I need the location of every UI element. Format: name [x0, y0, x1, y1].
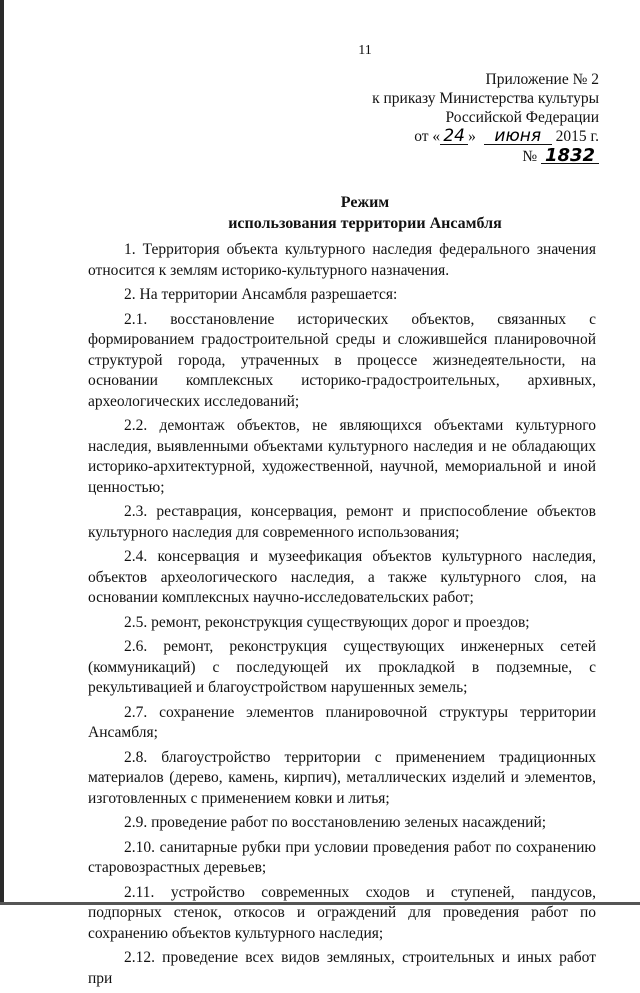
title-line-2: использования территории Ансамбля — [228, 215, 502, 232]
paragraph: 2.4. консервация и музеефикация объектов культурного наследия, объектов археологического наследия, а также культурного слоя, на основании комплексных научно-исследовательских работ; — [88, 548, 596, 606]
date-mid: » — [468, 128, 476, 145]
document-title — [0, 192, 640, 234]
handwritten-month: июня — [484, 127, 552, 146]
paragraph: 2.12. проведение всех видов земляных, строительных и иных работ при — [88, 949, 596, 987]
title-line-1: Режим — [340, 194, 390, 211]
appendix-number-row — [372, 146, 599, 166]
paragraph: 1. Территория объекта культурного наследия федерального значения относится к землям историко-культурного назначения. — [88, 241, 596, 279]
paragraph: 2.5. ремонт, реконструкция существующих дорог и проездов; — [124, 613, 530, 631]
paragraph: 2.10. санитарные рубки при условии проведения работ по сохранению старовозрастных деревьев; — [88, 838, 596, 876]
page-number: 11 — [358, 43, 372, 58]
date-prefix: от « — [414, 128, 441, 145]
appendix-date-row — [372, 127, 599, 146]
paragraph: 2.11. устройство современных сходов и ступеней, пандусов, подпорных стенок, откосов и ограждений для проведения работ по сохранению объектов культурного наследия; — [88, 883, 596, 942]
paragraph: 2. На территории Ансамбля разрешается: — [124, 286, 398, 303]
appendix-line-2: к приказу Министерства культуры — [372, 90, 599, 107]
paragraph: 2.9. проведение работ по восстановлению зеленых насаждений; — [124, 814, 547, 831]
handwritten-day: 24 — [440, 127, 468, 146]
appendix-header — [372, 70, 599, 166]
number-prefix: № — [522, 148, 538, 165]
paragraph: 2.6. ремонт, реконструкция существующих инженерных сетей (коммуникаций) с последующей их прокладкой в подземные, с рекультивацией и благоустройством нарушенных земель; — [88, 638, 596, 696]
document-body — [88, 240, 596, 993]
scan-left-edge — [0, 0, 4, 905]
paragraph: 2.7. сохранение элементов планировочной структуры территории Ансамбля; — [88, 703, 596, 741]
paragraph: 2.2. демонтаж объектов, не являющихся объектами культурного наследия, выявленными объектами культурного наследия и не обладающих историко-архитектурной, художественной, научной, мемориальной и иной ценностью; — [88, 417, 596, 496]
appendix-line-3: Российской Федерации — [445, 109, 599, 126]
paragraph: 2.3. реставрация, консервация, ремонт и приспособление объектов культурного наследия для современного использования; — [88, 503, 596, 541]
paragraph: 2.1. восстановление исторических объектов, связанных с формированием градостроительной среды и сложившейся планировочной структурой города, утраченных в процессе жизнедеятельности, на основании комплексных историко-градостроительных, архивных, археологических исследований; — [88, 310, 596, 410]
handwritten-number: 1832 — [541, 146, 599, 165]
paragraph: 2.8. благоустройство территории с применением традиционных материалов (дерево, камень, кирпич), металлических изделий и элементов, изготовленных с применением ковки и литья; — [88, 748, 596, 807]
appendix-line-1: Приложение № 2 — [485, 71, 599, 88]
date-year: 2015 г. — [555, 128, 599, 145]
